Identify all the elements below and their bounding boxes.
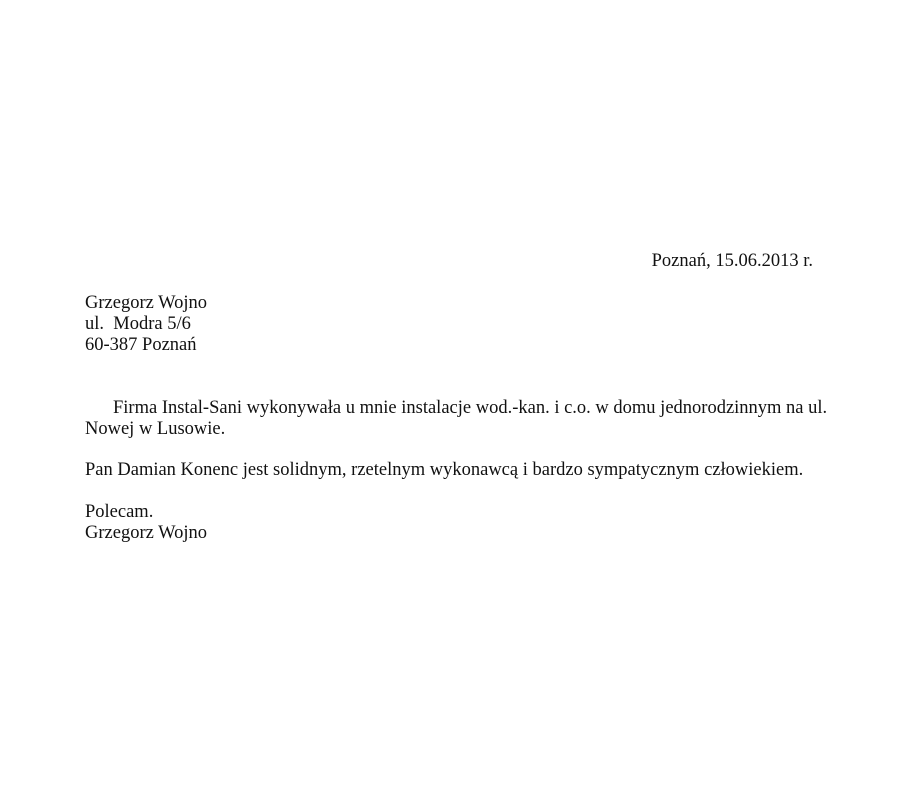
body-paragraph-1 bbox=[85, 398, 830, 440]
sender-address-block bbox=[85, 293, 207, 356]
sender-city: 60-387 Poznań bbox=[85, 335, 197, 355]
signature-name: Grzegorz Wojno bbox=[85, 523, 207, 543]
sender-name: Grzegorz Wojno bbox=[85, 293, 207, 313]
body-paragraph-2: Pan Damian Konenc jest solidnym, rzetelnym wykonawcą i bardzo sympatycznym człowiekiem. bbox=[85, 460, 804, 480]
sign-off: Polecam. bbox=[85, 502, 154, 522]
paragraph-1-line-2: Nowej w Lusowie. bbox=[85, 419, 226, 439]
date-line: Poznań, 15.06.2013 r. bbox=[651, 251, 813, 271]
paragraph-1-line-1: Firma Instal-Sani wykonywała u mnie instalacje wod.-kan. i c.o. w domu jednorodzinnym na ul. bbox=[113, 398, 828, 418]
sender-street: ul. Modra 5/6 bbox=[85, 314, 191, 334]
closing-block bbox=[85, 502, 207, 544]
